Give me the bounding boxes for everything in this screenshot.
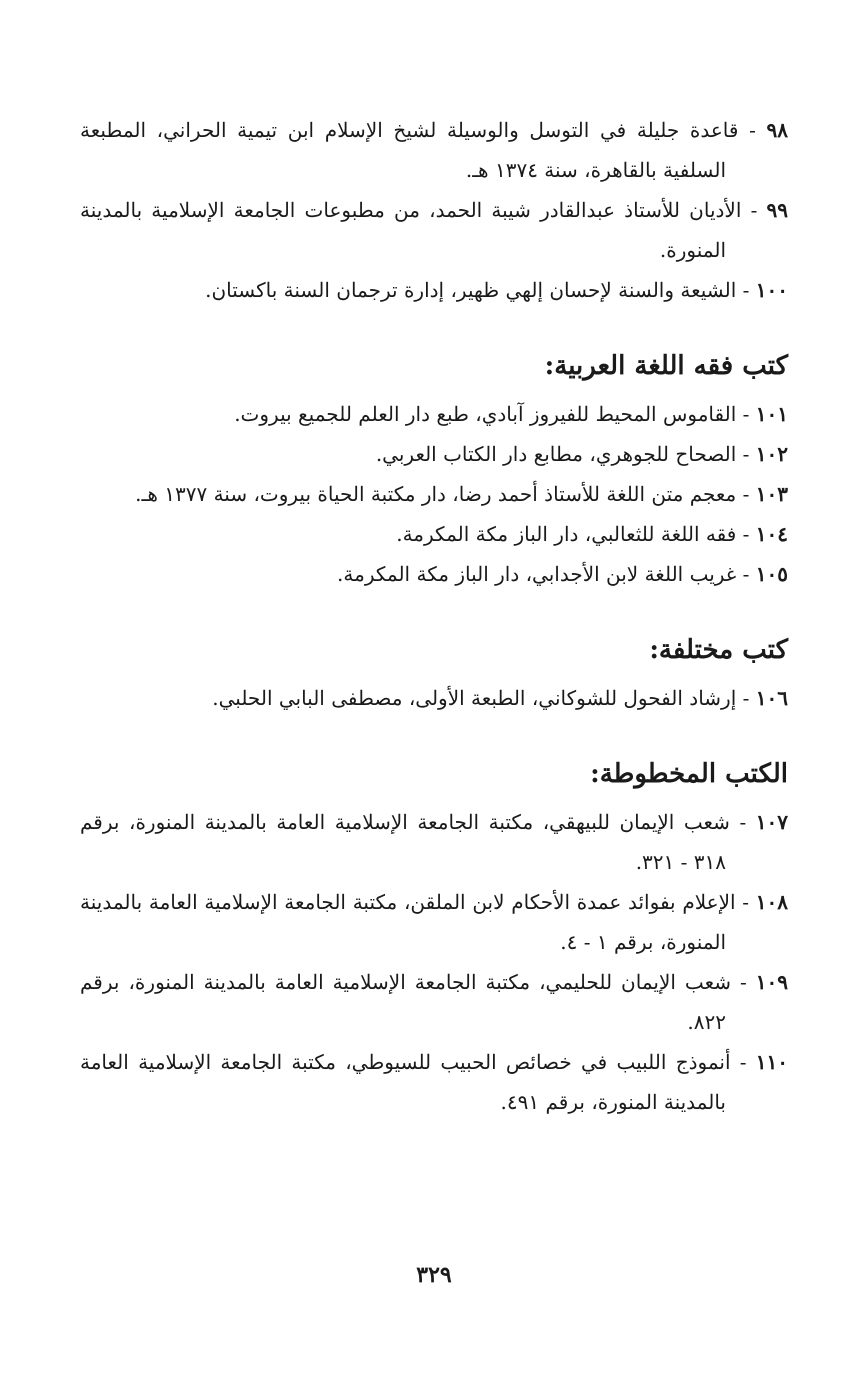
reference-entry: ١٠٣ - معجم متن اللغة للأستاذ أحمد رضا، دار مكتبة الحياة بيروت، سنة ١٣٧٧ هـ. <box>135 482 788 506</box>
reference-entry: ١٠٤ - فقه اللغة للثعالبي، دار الباز مكة المكرمة. <box>396 522 788 546</box>
entry-number: ١٠٨ <box>755 890 788 914</box>
entry-number: ١٠٤ <box>755 522 788 546</box>
section-heading: الكتب المخطوطة: <box>590 759 788 789</box>
entry-number: ١٠٠ <box>755 278 788 302</box>
entry-number: ١١٠ <box>755 1050 788 1074</box>
entry-text: إرشاد الفحول للشوكاني، الطبعة الأولى، مصطفى البابي الحلبي. <box>212 686 737 710</box>
entry-text: شعب الإيمان للحليمي، مكتبة الجامعة الإسلامية العامة بالمدينة المنورة، برقم ٨٢٢. <box>80 970 731 1034</box>
entry-number: ١٠٦ <box>755 686 788 710</box>
entry-text: الأديان للأستاذ عبدالقادر شيبة الحمد، من مطبوعات الجامعة الإسلامية بالمدينة المنورة. <box>80 198 742 262</box>
entry-number: ١٠٧ <box>755 810 789 834</box>
reference-entry: ١٠٢ - الصحاح للجوهري، مطابع دار الكتاب العربي. <box>375 442 788 466</box>
reference-entry: ١٠٦ - إرشاد الفحول للشوكاني، الطبعة الأولى، مصطفى البابي الحلبي. <box>212 686 788 710</box>
reference-group <box>80 346 788 594</box>
reference-group <box>80 754 788 1122</box>
reference-entry: ١٠٧ - شعب الإيمان للبيهقي، مكتبة الجامعة الإسلامية العامة بالمدينة المنورة، برقم ٣١٨ - ٣٢١. <box>80 810 789 874</box>
reference-entry: ١٠٨ - الإعلام بفوائد عمدة الأحكام لابن الملقن، مكتبة الجامعة الإسلامية العامة بالمدينة المنورة، برقم ١ - ٤. <box>80 890 788 954</box>
entry-text: فقه اللغة للثعالبي، دار الباز مكة المكرمة. <box>396 522 737 546</box>
reference-entry: ٩٨ - قاعدة جليلة في التوسل والوسيلة لشيخ الإسلام ابن تيمية الحراني، المطبعة السلفية بالقاهرة، سنة ١٣٧٤ هـ. <box>80 118 788 182</box>
reference-group <box>80 110 788 310</box>
entry-number: ٩٩ <box>766 198 788 222</box>
page-number: ٣٢٩ <box>416 1262 452 1288</box>
entry-text: الإعلام بفوائد عمدة الأحكام لابن الملقن، مكتبة الجامعة الإسلامية العامة بالمدينة المنورة، برقم ١ - ٤. <box>80 890 736 954</box>
section-heading: كتب فقه اللغة العربية: <box>544 351 788 381</box>
reference-entry: ١٠٥ - غريب اللغة لابن الأجدابي، دار الباز مكة المكرمة. <box>337 562 788 586</box>
reference-entry: ١١٠ - أنموذج اللبيب في خصائص الحبيب للسيوطي، مكتبة الجامعة الإسلامية العامة بالمدينة المنورة، برقم ٤٩١. <box>80 1050 788 1114</box>
entry-text: معجم متن اللغة للأستاذ أحمد رضا، دار مكتبة الحياة بيروت، سنة ١٣٧٧ هـ. <box>135 482 737 506</box>
entry-text: القاموس المحيط للفيروز آبادي، طبع دار العلم للجميع بيروت. <box>234 402 737 426</box>
reference-entry: ١٠١ - القاموس المحيط للفيروز آبادي، طبع دار العلم للجميع بيروت. <box>234 402 788 426</box>
entry-text: قاعدة جليلة في التوسل والوسيلة لشيخ الإسلام ابن تيمية الحراني، المطبعة السلفية بالقاهرة، سنة ١٣٧٤ هـ. <box>80 118 739 182</box>
section-heading: كتب مختلفة: <box>649 635 788 665</box>
entry-text: الشيعة والسنة لإحسان إلهي ظهير، إدارة ترجمان السنة باكستان. <box>205 278 737 302</box>
entry-text: غريب اللغة لابن الأجدابي، دار الباز مكة المكرمة. <box>337 562 737 586</box>
entry-number: ١٠١ <box>755 402 788 426</box>
entry-number: ١٠٥ <box>755 562 788 586</box>
entry-number: ١٠٣ <box>755 482 788 506</box>
entry-number: ٩٨ <box>766 118 788 142</box>
entry-text: الصحاح للجوهري، مطابع دار الكتاب العربي. <box>375 442 737 466</box>
reference-entry: ١٠٩ - شعب الإيمان للحليمي، مكتبة الجامعة الإسلامية العامة بالمدينة المنورة، برقم ٨٢٢. <box>80 970 788 1034</box>
reference-entry: ٩٩ - الأديان للأستاذ عبدالقادر شيبة الحمد، من مطبوعات الجامعة الإسلامية بالمدينة المنورة. <box>80 198 788 262</box>
reference-group <box>80 630 788 718</box>
page-content <box>80 110 788 1122</box>
entry-number: ١٠٩ <box>755 970 788 994</box>
entry-number: ١٠٢ <box>755 442 788 466</box>
entry-text: أنموذج اللبيب في خصائص الحبيب للسيوطي، مكتبة الجامعة الإسلامية العامة بالمدينة المنورة، برقم ٤٩١. <box>80 1050 731 1114</box>
entry-text: شعب الإيمان للبيهقي، مكتبة الجامعة الإسلامية العامة بالمدينة المنورة، برقم ٣١٨ - ٣٢١. <box>80 810 730 874</box>
reference-entry: ١٠٠ - الشيعة والسنة لإحسان إلهي ظهير، إدارة ترجمان السنة باكستان. <box>205 278 788 302</box>
